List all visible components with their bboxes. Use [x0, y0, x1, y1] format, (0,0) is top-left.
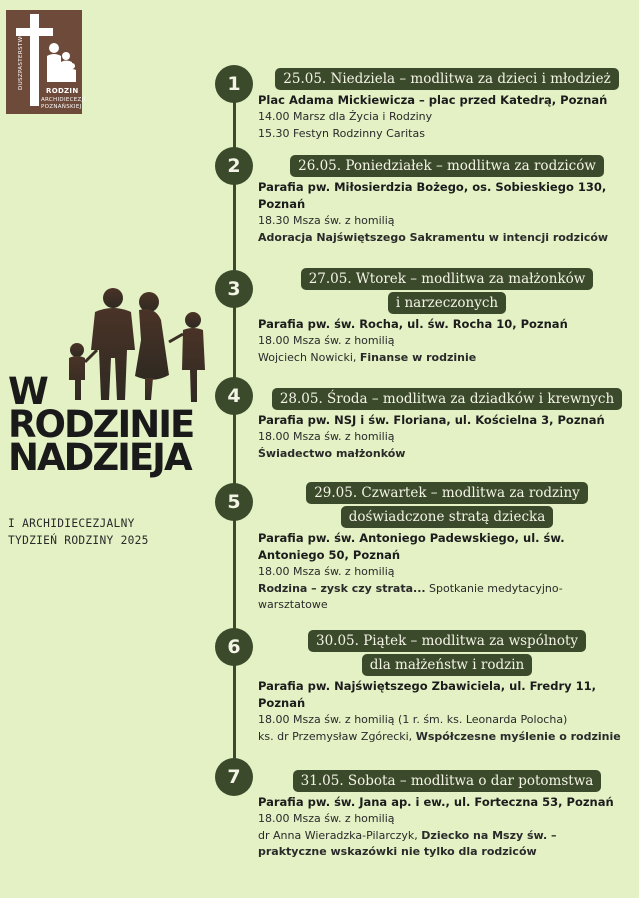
event-detail-line	[258, 564, 636, 581]
event-header	[258, 155, 636, 179]
event-detail-line	[258, 729, 636, 746]
logo	[6, 10, 86, 114]
logo-line-3: POZNAŃSKIEJ	[41, 104, 82, 110]
event-detail-line	[258, 230, 636, 247]
event-location: Plac Adama Mickiewicza – plac przed Katedrą, Poznań	[258, 93, 608, 107]
event-header-pill: 29.05. Czwartek – modlitwa za rodziny	[306, 482, 588, 504]
title-line-1: W	[8, 370, 47, 413]
event-block	[258, 630, 636, 745]
event-header-pill: 26.05. Poniedziałek – modlitwa za rodziców	[290, 155, 604, 177]
event-detail-text: 14.00 Marsz dla Życia i Rodziny	[258, 110, 433, 123]
event-detail-line	[258, 126, 636, 143]
event-detail-line	[258, 350, 636, 367]
event-detail-line	[258, 446, 636, 463]
event-header	[258, 770, 636, 794]
timeline-line	[233, 80, 236, 780]
title-line-3: NADZIEJA	[8, 436, 191, 479]
timeline-number-circle: 3	[215, 270, 253, 308]
event-location: Poznań	[258, 696, 306, 710]
event-detail-text: 18.00 Msza św. z homilią	[258, 812, 395, 825]
event-detail-line	[258, 712, 636, 729]
logo-vertical-text: DUSZPASTERSTWO	[18, 31, 25, 90]
title-line-2: RODZINIE	[8, 403, 194, 446]
timeline-number-circle: 2	[215, 147, 253, 185]
event-header-pill: 28.05. Środa – modlitwa za dziadków i krewnych	[272, 388, 622, 410]
event-location: Parafia pw. NSJ i św. Floriana, ul. Kościelna 3, Poznań	[258, 413, 605, 427]
event-block	[258, 388, 636, 462]
event-detail-text: 18.00 Msza św. z homilią	[258, 430, 395, 443]
timeline-number-circle: 7	[215, 758, 253, 796]
event-block	[258, 268, 636, 366]
event-location: Poznań	[258, 197, 306, 211]
event-detail-bold: Adoracja Najświętszego Sakramentu w intencji rodziców	[258, 230, 609, 244]
timeline-number-circle: 4	[215, 377, 253, 415]
event-detail-bold: Świadectwo małżonków	[258, 446, 406, 460]
event-detail-line	[258, 429, 636, 446]
event-detail-line	[258, 844, 636, 861]
timeline-number-circle: 5	[215, 483, 253, 521]
event-detail-line	[258, 581, 636, 598]
event-detail-text: 15.30 Festyn Rodzinny Caritas	[258, 126, 425, 140]
event-header-pill: 27.05. Wtorek – modlitwa za małżonków	[301, 268, 594, 290]
event-detail-line	[258, 333, 636, 350]
event-detail-text: ks. dr Przemysław Zgórecki,	[258, 729, 416, 743]
event-location: Parafia pw. Miłosierdzia Bożego, os. Sobieskiego 130,	[258, 180, 607, 194]
event-detail-text: 18.30 Msza św. z homilią	[258, 214, 395, 227]
event-block	[258, 155, 636, 246]
event-location: Antoniego 50, Poznań	[258, 548, 401, 562]
event-detail-line	[258, 828, 636, 845]
event-block	[258, 770, 636, 861]
event-header-pill: 30.05. Piątek – modlitwa za wspólnoty	[308, 630, 586, 652]
event-detail-line	[258, 109, 636, 126]
timeline-number-circle: 6	[215, 628, 253, 666]
event-detail-line	[258, 811, 636, 828]
event-detail-text: 18.00 Msza św. z homilią	[258, 334, 395, 347]
event-detail-bold: Dziecko na Mszy św. –	[421, 828, 557, 842]
event-detail-text: Wojciech Nowicki,	[258, 350, 360, 364]
event-header-pill: 25.05. Niedziela – modlitwa za dzieci i młodzież	[275, 68, 618, 90]
event-location: Parafia pw. św. Antoniego Padewskiego, ul. św.	[258, 531, 565, 545]
event-location: Parafia pw. św. Jana ap. i ew., ul. Forteczna 53, Poznań	[258, 795, 614, 809]
event-detail-text: dr Anna Wieradzka-Pilarczyk,	[258, 828, 422, 842]
event-location: Parafia pw. św. Rocha, ul. św. Rocha 10, Poznań	[258, 317, 568, 331]
event-location: Parafia pw. Najświętszego Zbawiciela, ul. Fredry 11,	[258, 679, 596, 693]
event-detail-bold: praktyczne wskazówki nie tylko dla rodziców	[258, 845, 537, 858]
event-block	[258, 482, 636, 614]
event-header-pill: dla małżeństw i rodzin	[362, 654, 532, 676]
main-title	[8, 370, 194, 479]
logo-line-1: RODZIN	[46, 87, 79, 95]
event-header-pill: doświadczone stratą dziecka	[341, 506, 554, 528]
event-header	[258, 268, 636, 316]
event-detail-line	[258, 213, 636, 230]
event-header	[258, 482, 636, 530]
logo-line-2: ARCHIDIECEZJI	[41, 97, 86, 103]
subtitle-line-1: I ARCHIDIECEZJALNY	[8, 517, 135, 530]
event-detail-text: 18.00 Msza św. z homilią (1 r. śm. ks. Leonarda Polocha)	[258, 713, 568, 726]
event-header-pill: i narzeczonych	[388, 292, 506, 314]
event-header	[258, 388, 636, 412]
event-detail-text: Spotkanie medytacyjno-	[425, 581, 563, 595]
event-detail-line	[258, 597, 636, 614]
subtitle	[8, 515, 149, 549]
event-detail-bold: Finanse w rodzinie	[359, 350, 477, 364]
event-header	[258, 630, 636, 678]
event-detail-text: 18.00 Msza św. z homilią	[258, 565, 395, 578]
event-block	[258, 68, 636, 142]
event-detail-bold: Współczesne myślenie o rodzinie	[415, 729, 621, 743]
timeline-number-circle: 1	[215, 65, 253, 103]
event-header-pill: 31.05. Sobota – modlitwa o dar potomstwa	[293, 770, 602, 792]
event-detail-text: warsztatowe	[258, 598, 328, 611]
event-detail-bold: Rodzina – zysk czy strata...	[258, 581, 426, 595]
event-header	[258, 68, 636, 92]
subtitle-line-2: TYDZIEŃ RODZINY 2025	[8, 534, 149, 547]
